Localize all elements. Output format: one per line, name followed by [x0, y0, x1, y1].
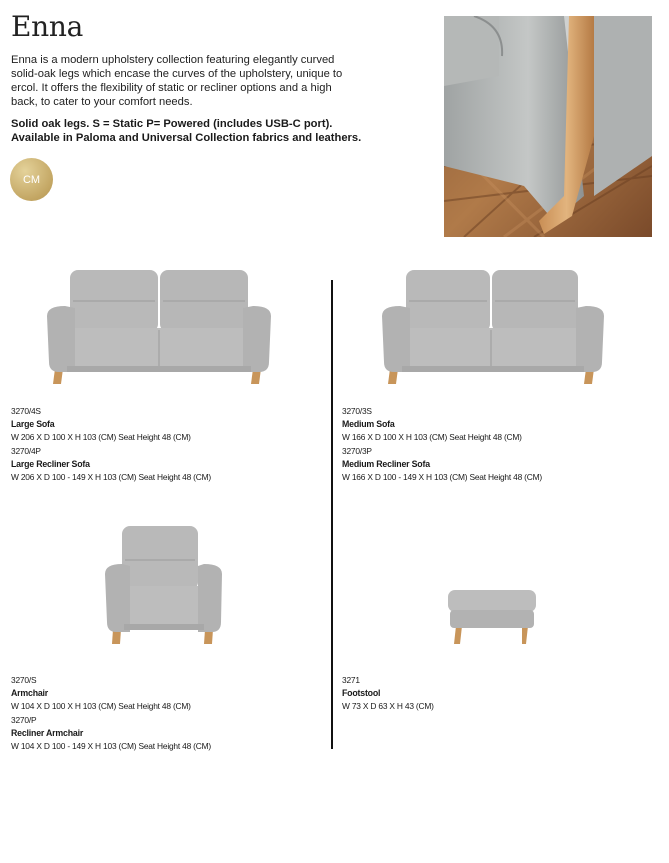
product-name: Medium Recliner Sofa — [342, 458, 430, 469]
leg-detail-photo — [444, 16, 652, 237]
highlight-line: Solid oak legs. S = Static P= Powered (includes USB-C port). — [11, 118, 333, 130]
product-code: 3270/3P — [342, 445, 372, 456]
medium-sofa-specs — [342, 405, 542, 484]
highlights — [11, 117, 371, 145]
intro-paragraph: Enna is a modern upholstery collection featuring elegantly curved solid-oak legs which encase the curves of the upholstery, unique to ercol. It offers the flexibility of static or recliner options and a high back, to cater to your comfort needs. — [11, 54, 343, 108]
product-name: Recliner Armchair — [11, 727, 84, 738]
large-sofa-image — [45, 268, 273, 386]
product-dimensions: W 104 X D 100 - 149 X H 103 (CM) Seat Height 48 (CM) — [11, 741, 211, 752]
cm-badge: CM — [10, 158, 53, 201]
product-code: 3271 — [342, 675, 360, 685]
product-name: Armchair — [11, 688, 49, 699]
product-dimensions: W 104 X D 100 X H 103 (CM) Seat Height 48 (CM) — [11, 701, 191, 712]
product-code: 3270/S — [11, 675, 37, 685]
product-code: 3270/3S — [342, 406, 372, 416]
product-dimensions: W 206 X D 100 X H 103 (CM) Seat Height 48 (CM) — [11, 432, 191, 443]
page-title: Enna — [11, 10, 83, 43]
product-dimensions: W 206 X D 100 - 149 X H 103 (CM) Seat Height 48 (CM) — [11, 472, 211, 483]
medium-sofa-image — [380, 268, 606, 386]
armchair-image — [104, 524, 224, 646]
product-dimensions: W 73 X D 63 X H 43 (CM) — [342, 701, 434, 712]
product-name: Large Recliner Sofa — [11, 458, 90, 469]
product-code: 3270/P — [11, 714, 37, 725]
product-code: 3270/4P — [11, 445, 41, 456]
column-divider — [331, 280, 333, 749]
large-sofa-specs — [11, 405, 211, 484]
product-name: Large Sofa — [11, 419, 55, 430]
product-name: Medium Sofa — [342, 419, 395, 430]
highlight-line: Available in Paloma and Universal Collection fabrics and leathers. — [11, 132, 362, 144]
product-dimensions: W 166 X D 100 X H 103 (CM) Seat Height 48 (CM) — [342, 432, 522, 443]
product-name: Footstool — [342, 688, 381, 699]
footstool-specs — [342, 674, 434, 714]
armchair-specs — [11, 674, 211, 753]
product-code: 3270/4S — [11, 406, 41, 416]
footstool-image — [446, 586, 538, 646]
product-dimensions: W 166 X D 100 - 149 X H 103 (CM) Seat Height 48 (CM) — [342, 472, 542, 483]
